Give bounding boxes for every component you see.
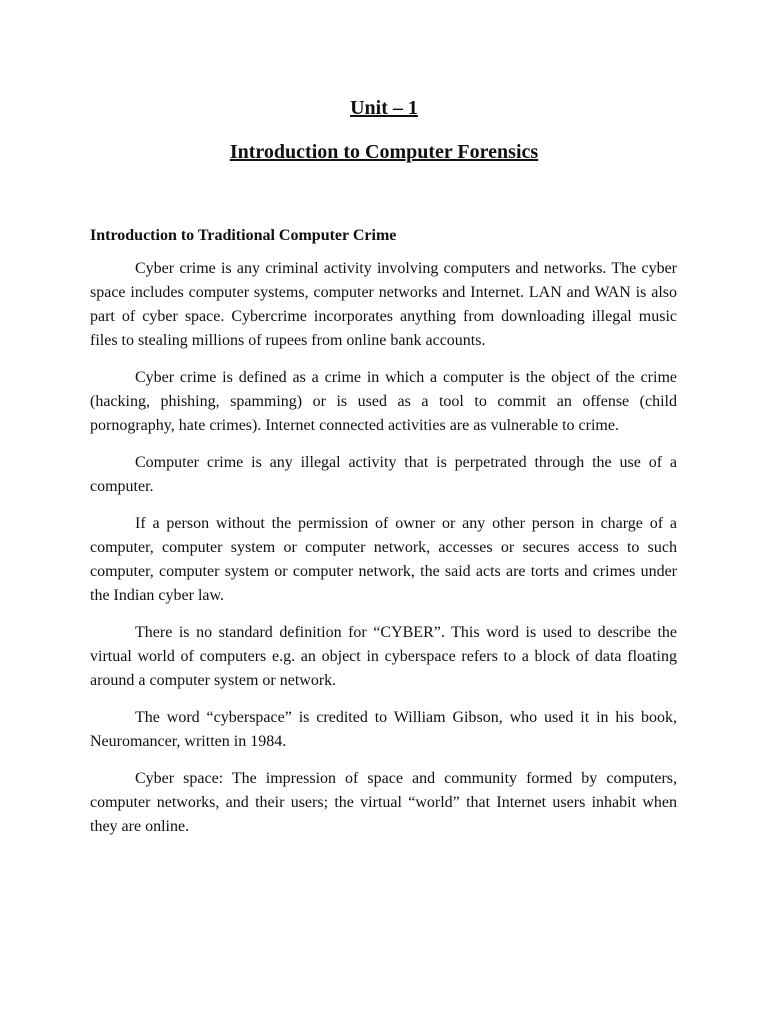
paragraph-5: There is no standard definition for “CYBER”. This word is used to describe the virtual world of computers e.g. an object in cyberspace refers to a block of data floating around a computer system or network. [90, 624, 677, 689]
section-heading: Introduction to Traditional Computer Crime [90, 227, 397, 244]
unit-title: Unit – 1 [350, 97, 418, 119]
paragraph-3: Computer crime is any illegal activity that is perpetrated through the use of a computer. [90, 454, 677, 495]
document-body [90, 225, 677, 852]
paragraph-7: Cyber space: The impression of space and community formed by computers, computer networks, and their users; the virtual “world” that Internet users inhabit when they are online. [90, 770, 677, 835]
paragraph-4: If a person without the permission of owner or any other person in charge of a computer, computer system or computer network, accesses or secures access to such computer, computer system or computer network, the said acts are torts and crimes under the Indian cyber law. [90, 515, 677, 604]
paragraph-6: The word “cyberspace” is credited to William Gibson, who used it in his book, Neuromancer, written in 1984. [90, 709, 677, 750]
document-title: Introduction to Computer Forensics [229, 141, 539, 163]
paragraph-1: Cyber crime is any criminal activity involving computers and networks. The cyber space includes computer systems, computer networks and Internet. LAN and WAN is also part of cyber space. Cybercrime incorporates anything from downloading illegal music files to stealing millions of rupees from online bank accounts. [90, 260, 677, 349]
paragraph-2: Cyber crime is defined as a crime in which a computer is the object of the crime (hacking, phishing, spamming) or is used as a tool to commit an offense (child pornography, hate crimes). Internet connected activities are as vulnerable to crime. [90, 369, 677, 434]
